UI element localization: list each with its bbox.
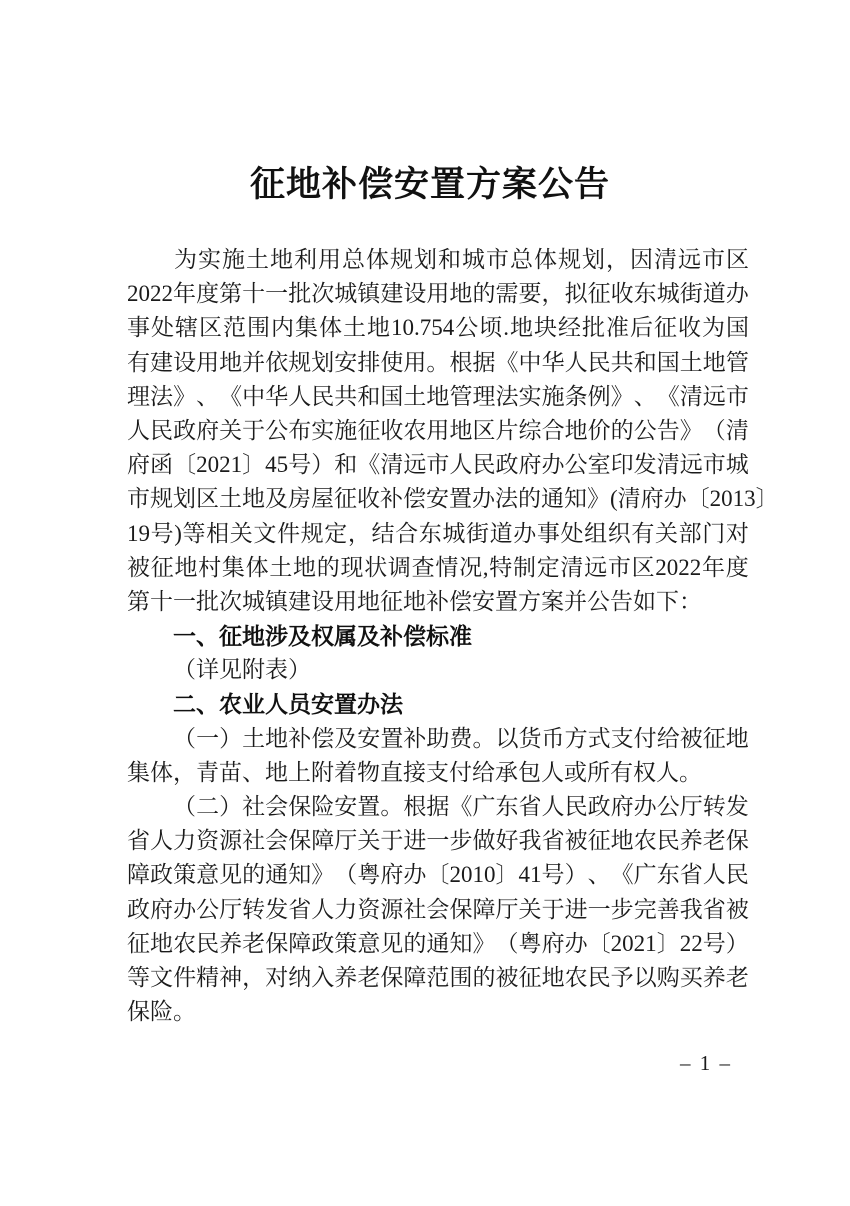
text-line: 障 政 策 意 见 的 通 知 》 （ 粤 府 办 〔 2010 〕 41 号 ） 、 《 广 东 省 人 民 — [127, 862, 749, 888]
text-line: 市 规 划 区 土 地 及 房 屋 征 收 补 偿 安 置 办 法 的 通 知 》 ( 清 府 办 〔 2013 〕 — [127, 486, 779, 512]
text-line: （详见附表） — [173, 657, 311, 683]
text-line: 府 函 〔 2021 〕 45 号 ） 和 《 清 远 市 人 民 政 府 办 公 室 印 发 清 远 市 城 — [127, 452, 749, 478]
text-line: 征 地 农 民 养 老 保 障 政 策 意 见 的 通 知 》 （ 粤 府 办 〔 2021 〕 22 号 ） — [127, 930, 749, 956]
text-line: 19 号 ) 等 相 关 文 件 规 定 ， 结 合 东 城 街 道 办 事 处 组 织 有 关 部 门 对 — [127, 520, 749, 546]
section-heading-line: 二、农业人员安置办法 — [173, 691, 403, 718]
text-line: （ 一 ） 土 地 补 偿 及 安 置 补 助 费 。 以 货 币 方 式 支 付 给 被 征 地 — [173, 725, 749, 751]
text-line: 被 征 地 村 集 体 土 地 的 现 状 调 查 情 况 , 特 制 定 清 远 市 区 2022 年 度 — [127, 554, 749, 580]
text-line: （ 二 ） 社 会 保 险 安 置 。 根 据 《 广 东 省 人 民 政 府 办 公 厅 转 发 — [173, 794, 749, 819]
text-line: 政 府 办 公 厅 转 发 省 人 力 资 源 社 会 保 障 厅 关 于 进 一 步 完 善 我 省 被 — [127, 896, 749, 922]
text-line: 保险。 — [127, 999, 196, 1025]
text-line: 第十一批次城镇建设用地征地补偿安置方案并公告如下： — [127, 588, 702, 614]
page-number: – 1 – — [680, 1051, 732, 1075]
document-body — [127, 243, 779, 1029]
section-heading-line: 一、征地涉及权属及补偿标准 — [173, 623, 472, 650]
text-line: 等 文 件 精 神 ， 对 纳 入 养 老 保 障 范 围 的 被 征 地 农 民 予 以 购 买 养 老 — [127, 964, 749, 990]
text-line: 省 人 力 资 源 社 会 保 障 厅 关 于 进 一 步 做 好 我 省 被 征 地 农 民 养 老 保 — [127, 828, 749, 854]
text-line: 有 建 设 用 地 并 依 规 划 安 排 使 用 。 根 据 《 中 华 人 民 共 和 国 土 地 管 — [127, 349, 749, 375]
text-line: 2022 年 度 第 十 一 批 次 城 镇 建 设 用 地 的 需 要 ， 拟 征 收 东 城 街 道 办 — [127, 281, 749, 307]
text-line: 人 民 政 府 关 于 公 布 实 施 征 收 农 用 地 区 片 综 合 地 价 的 公 告 》 （ 清 — [127, 417, 749, 443]
text-line: 为 实 施 土 地 利 用 总 体 规 划 和 城 市 总 体 规 划 ， 因 清 远 市 区 — [174, 247, 749, 272]
text-line: 事 处 辖 区 范 围 内 集 体 土 地 10.754 公 顷 . 地 块 经 批 准 后 征 收 为 国 — [127, 315, 749, 341]
text-line: 集体，青苗、地上附着物直接支付给承包人或所有权人。 — [127, 759, 702, 785]
document-title: 征地补偿安置方案公告 — [249, 165, 610, 204]
text-line: 理 法 》 、 《 中 华 人 民 共 和 国 土 地 管 理 法 实 施 条 例 》 、 《 清 远 市 — [127, 383, 749, 409]
